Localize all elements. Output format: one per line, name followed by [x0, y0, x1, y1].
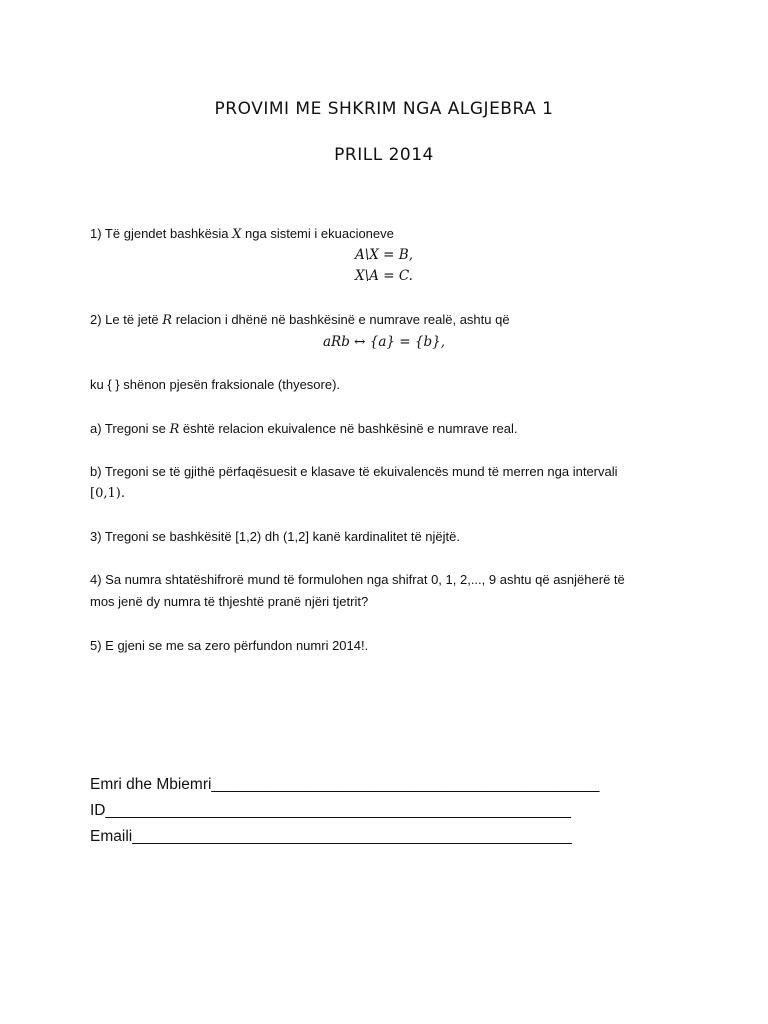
problem-2-text-before: 2) Le të jetë	[90, 312, 163, 327]
problem-2-equation: aRb ↔ {a} = {b},	[323, 334, 445, 350]
problem-2a-text-before: a) Tregoni se	[90, 421, 170, 436]
exam-title: PROVIMI ME SHKRIM NGA ALGJEBRA 1	[214, 99, 554, 119]
exam-date: PRILL 2014	[334, 145, 434, 165]
problem-2a-var: R	[169, 422, 180, 437]
problem-1-var: X	[232, 227, 242, 242]
problem-2-note: ku { } shënon pjesën fraksionale (thyesore).	[90, 377, 341, 392]
problem-1-text-after: nga sistemi i ekuacioneve	[241, 226, 394, 241]
problem-1-equation-1: A\X = B,	[354, 247, 413, 263]
problem-1-equation-2: X\A = C.	[355, 268, 413, 284]
problem-1-statement	[90, 226, 394, 243]
problem-2a-text-after: është relacion ekuivalence në bashkësinë e numrave real.	[179, 421, 518, 436]
problem-3: 3) Tregoni se bashkësitë [1,2) dh (1,2] kanë kardinalitet të njëjtë.	[90, 529, 460, 544]
problem-5: 5) E gjeni se me sa zero përfundon numri 2014!.	[90, 638, 369, 653]
problem-2b-interval: [0,1).	[90, 486, 125, 501]
email-field: Emaili___________________________________________________	[90, 828, 572, 845]
problem-4-line-2: mos jenë dy numra të thjeshtë pranë njëri tjetrit?	[90, 594, 369, 609]
problem-2a	[90, 421, 518, 438]
problem-2-text-after: relacion i dhënë në bashkësinë e numrave realë, ashtu që	[172, 312, 510, 327]
problem-4-line-1: 4) Sa numra shtatëshifrorë mund të formulohen nga shifrat 0, 1, 2,..., 9 ashtu që asnjëherë të	[90, 572, 625, 587]
problem-2-statement	[90, 312, 510, 329]
problem-2b-line-1: b) Tregoni se të gjithë përfaqësuesit e klasave të ekuivalencës mund të merren nga intervali	[90, 464, 618, 479]
problem-2-var: R	[162, 313, 173, 328]
problem-1-text-before: 1) Të gjendet bashkësia	[90, 226, 233, 241]
name-field: Emri dhe Mbiemri_____________________________________________	[90, 776, 600, 793]
id-field: ID______________________________________________________	[90, 802, 571, 819]
